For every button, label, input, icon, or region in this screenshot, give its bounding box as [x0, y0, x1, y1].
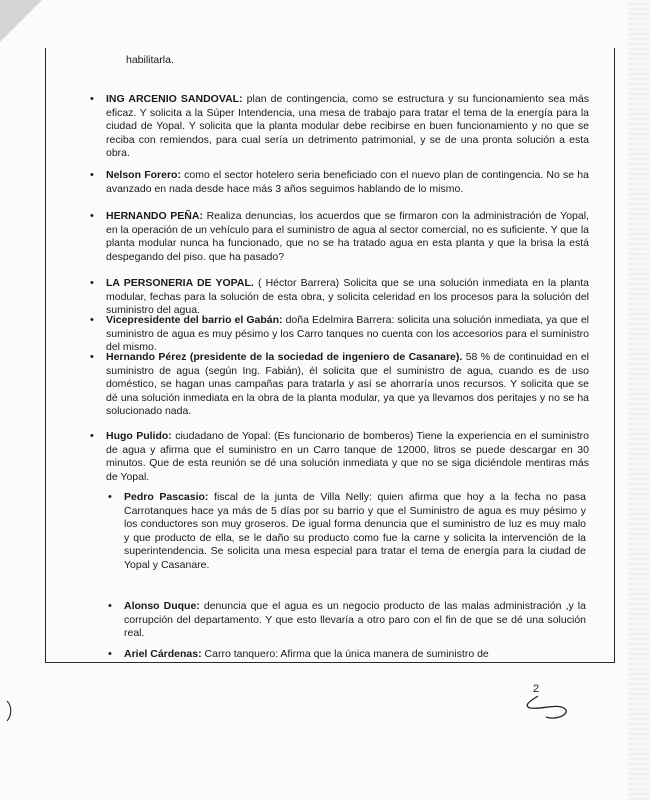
scan-mark [4, 700, 14, 722]
bullet-icon: • [90, 210, 94, 222]
bullet-icon: • [108, 491, 112, 503]
bullet-icon: • [108, 648, 112, 660]
entry-personeria-yopal [90, 277, 589, 318]
entry-alonso-duque [108, 600, 586, 641]
entry-hugo-pulido [90, 430, 590, 484]
entry-vicepresidente-gaban [90, 314, 589, 355]
entry-name: ING ARCENIO SANDOVAL: [106, 93, 243, 105]
page-number: 2 [533, 683, 540, 695]
entry-ariel-cardenas [108, 648, 586, 662]
entry-hernando-pena [90, 210, 589, 264]
scan-edge-noise [628, 0, 650, 800]
entry-text: como el sector hotelero seria beneficiado con el nuevo plan de contingencia. No se ha avanzado en nada desde hace más 3 años seguimos hablando de lo mismo. [106, 169, 589, 195]
entry-hernando-perez [90, 351, 590, 419]
entry-name: Hernando Pérez (presidente de la sociedad de ingeniero de Casanare). [106, 351, 463, 363]
entry-text: denuncia que el agua es un negocio producto de las malas administración ,y la corrupción del departamento. Y que esto llevaría a otro paro con el fin de que se dé una solución real. [124, 600, 586, 640]
bullet-icon: • [90, 277, 94, 289]
entry-name: Pedro Pascasio: [124, 491, 209, 503]
folded-corner [0, 0, 42, 42]
entry-name: Alonso Duque: [124, 600, 200, 612]
entry-text: ciudadano de Yopal: (Es funcionario de bomberos) Tiene la experiencia en el suministro de agua y afirma que el suministro en un Carro tanque de 12000, litros se puede descargar en 30 minutos. Que de esta reunión se dé una solución inmediata y que no se siga diciéndole mentiras más de Yopal. [106, 430, 590, 483]
entry-text: Carro tanquero: Afirma que la única manera de suministro de [201, 648, 489, 660]
entry-name: Nelson Forero: [106, 169, 181, 181]
continuation-text: habilitarla. [126, 54, 174, 66]
bullet-icon: • [90, 430, 94, 442]
entry-name: Ariel Cárdenas: [124, 648, 202, 660]
entry-nelson-forero [90, 169, 589, 196]
bullet-icon: • [108, 600, 112, 612]
entry-name: LA PERSONERIA DE YOPAL. [106, 277, 254, 289]
entry-text: doña Edelmira Barrera: solicita una solución inmediata, ya que el suministro de agua es muy pésimo y los Carro tanques no cuenta con los accesorios para el suministro del mismo. [106, 314, 589, 354]
entry-name: Vicepresidente del barrio el Gabán: [106, 314, 283, 326]
bullet-icon: • [90, 351, 94, 363]
entry-text: 58 % de continuidad en el suministro de agua (según Ing. Fabián), él solicita que el suministro de agua, cuando es de uso doméstico, se hagan unas campañas para tratarla y así se ahorraría unos recursos. Y solicita que se dé una solución inmediata en la obra de la planta modular, ya que ya llevamos dos peritajes y no se ha solucionado nada. [106, 351, 590, 418]
handwritten-mark [520, 690, 580, 720]
entry-text: Realiza denuncias, los acuerdos que se firmaron con la administración de Yopal, en la operación de un vehículo para el suministro de agua al sector comercial, no es suficiente. Y que la planta modular nunca ha funcionado, que no se ha tratado agua en esta planta y que la brisa la está despegando del piso. que ha pasado? [106, 210, 589, 263]
entry-name: HERNANDO PEÑA: [106, 210, 203, 222]
entry-text: fiscal de la junta de Villa Nelly: quien afirma que hoy a la fecha no pasa Carrotanques hace ya más de 5 días por su barrio y que el Suministro de agua es muy pésimo y los conductores son muy groseros. De igual forma denuncia que el suministro de luz es muy malo y que producto de ella, se le daño su producto como fue la carne y solicita la intervención de la superintendencia. Se solicita una mesa especial para tratar el tema de energía para la ciudad de Yopal y Casanare. [124, 491, 587, 571]
entry-text: plan de contingencia, como se estructura y su funcionamiento sea más eficaz. Y solicita a la Súper Intendencia, una mesa de trabajo para tratar el tema de la energía para la ciudad de Yopal. Y solicita que la planta modular debe recibirse en buen funcionamiento y no que se reciba con remiendos, para cual sería un detrimento patrimonial, y se de una pronta solución a esta obra. [106, 93, 589, 160]
entry-text: ( Héctor Barrera) Solicita que se una solución inmediata en la planta modular, fechas para la solución de esta obra, y solicita celeridad en los procesos para la solución del suministro del agua. [106, 277, 589, 317]
bullet-icon: • [90, 93, 94, 105]
bullet-icon: • [90, 169, 94, 181]
bullet-icon: • [90, 314, 94, 326]
entry-name: Hugo Pulido: [106, 430, 172, 442]
entry-arcenio-sandoval [90, 93, 589, 161]
document-frame [45, 48, 615, 663]
entry-pedro-pascasio [108, 491, 587, 573]
